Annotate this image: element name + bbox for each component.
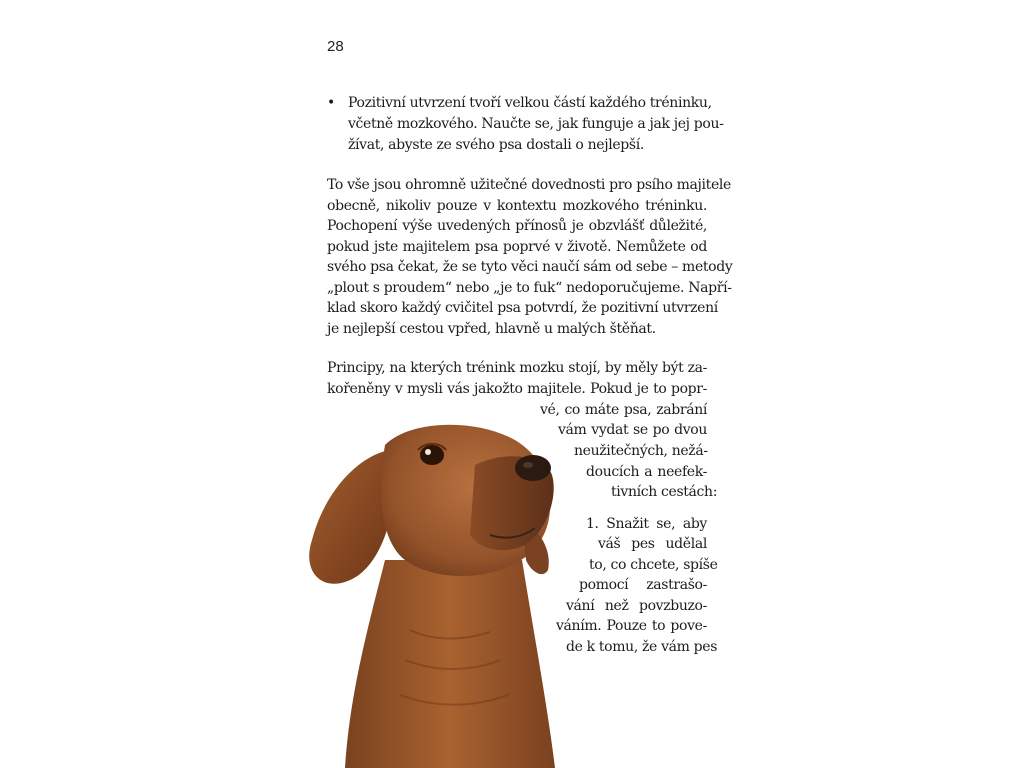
list-line: váním. Pouze to pove- — [556, 618, 707, 634]
paragraph-line: „plout s proudem“ nebo „je to fuk“ nedoporučujeme. Napří- — [327, 280, 732, 296]
paragraph-line: vám vydat se po dvou — [558, 422, 707, 438]
paragraph-line: doucích a neefek- — [586, 464, 707, 480]
dog-ear-left — [309, 450, 390, 584]
bullet-icon: • — [327, 95, 336, 111]
list-line: to, co chcete, spíše — [589, 557, 718, 573]
paragraph-line: Pochopení výše uvedených přínosů je obzvlášť důležité, — [327, 218, 707, 234]
list-line: de k tomu, že vám pes — [566, 639, 718, 655]
paragraph-line: obecně, nikoliv pouze v kontextu mozkového tréninku. — [327, 198, 707, 214]
bullet-line: žívat, abyste ze svého psa dostali o nejlepší. — [348, 137, 644, 153]
paragraph-line: tivních cestách: — [611, 484, 718, 500]
bullet-line: včetně mozkového. Naučte se, jak funguje a jak jej pou- — [348, 116, 724, 132]
paragraph-line: kořeněny v mysli vás jakožto majitele. Pokud je to popr- — [327, 381, 707, 397]
paragraph-line: klad skoro každý cvičitel psa potvrdí, že pozitivní utvrzení — [327, 300, 718, 316]
dog-eye — [420, 445, 444, 465]
dog-photo — [290, 410, 580, 768]
paragraph-line: vé, co máte psa, zabrání — [540, 402, 707, 418]
paragraph-line: To vše jsou ohromně užitečné dovednosti pro psího majitele — [327, 177, 731, 193]
bullet-line: Pozitivní utvrzení tvoří velkou částí každého tréninku, — [348, 95, 712, 111]
dog-nose — [515, 455, 551, 481]
list-line: 1. Snažit se, aby — [586, 516, 707, 532]
paragraph-line: neužitečných, nežá- — [574, 443, 708, 459]
dog-neck — [345, 560, 555, 768]
paragraph-line: Principy, na kterých trénink mozku stojí, by měly být za- — [327, 360, 707, 376]
page-number: 28 — [327, 38, 344, 55]
list-line: pomocí zastrašo- — [579, 577, 707, 593]
paragraph-line: svého psa čekat, že se tyto věci naučí sám od sebe – metody — [327, 259, 733, 275]
list-line: váš pes udělal — [598, 536, 707, 552]
list-line: vání než povzbuzo- — [566, 598, 707, 614]
paragraph-line: pokud jste majitelem psa poprvé v životě. Nemůžete od — [327, 239, 707, 255]
paragraph-line: je nejlepší cestou vpřed, hlavně u malých štěňat. — [327, 321, 656, 337]
